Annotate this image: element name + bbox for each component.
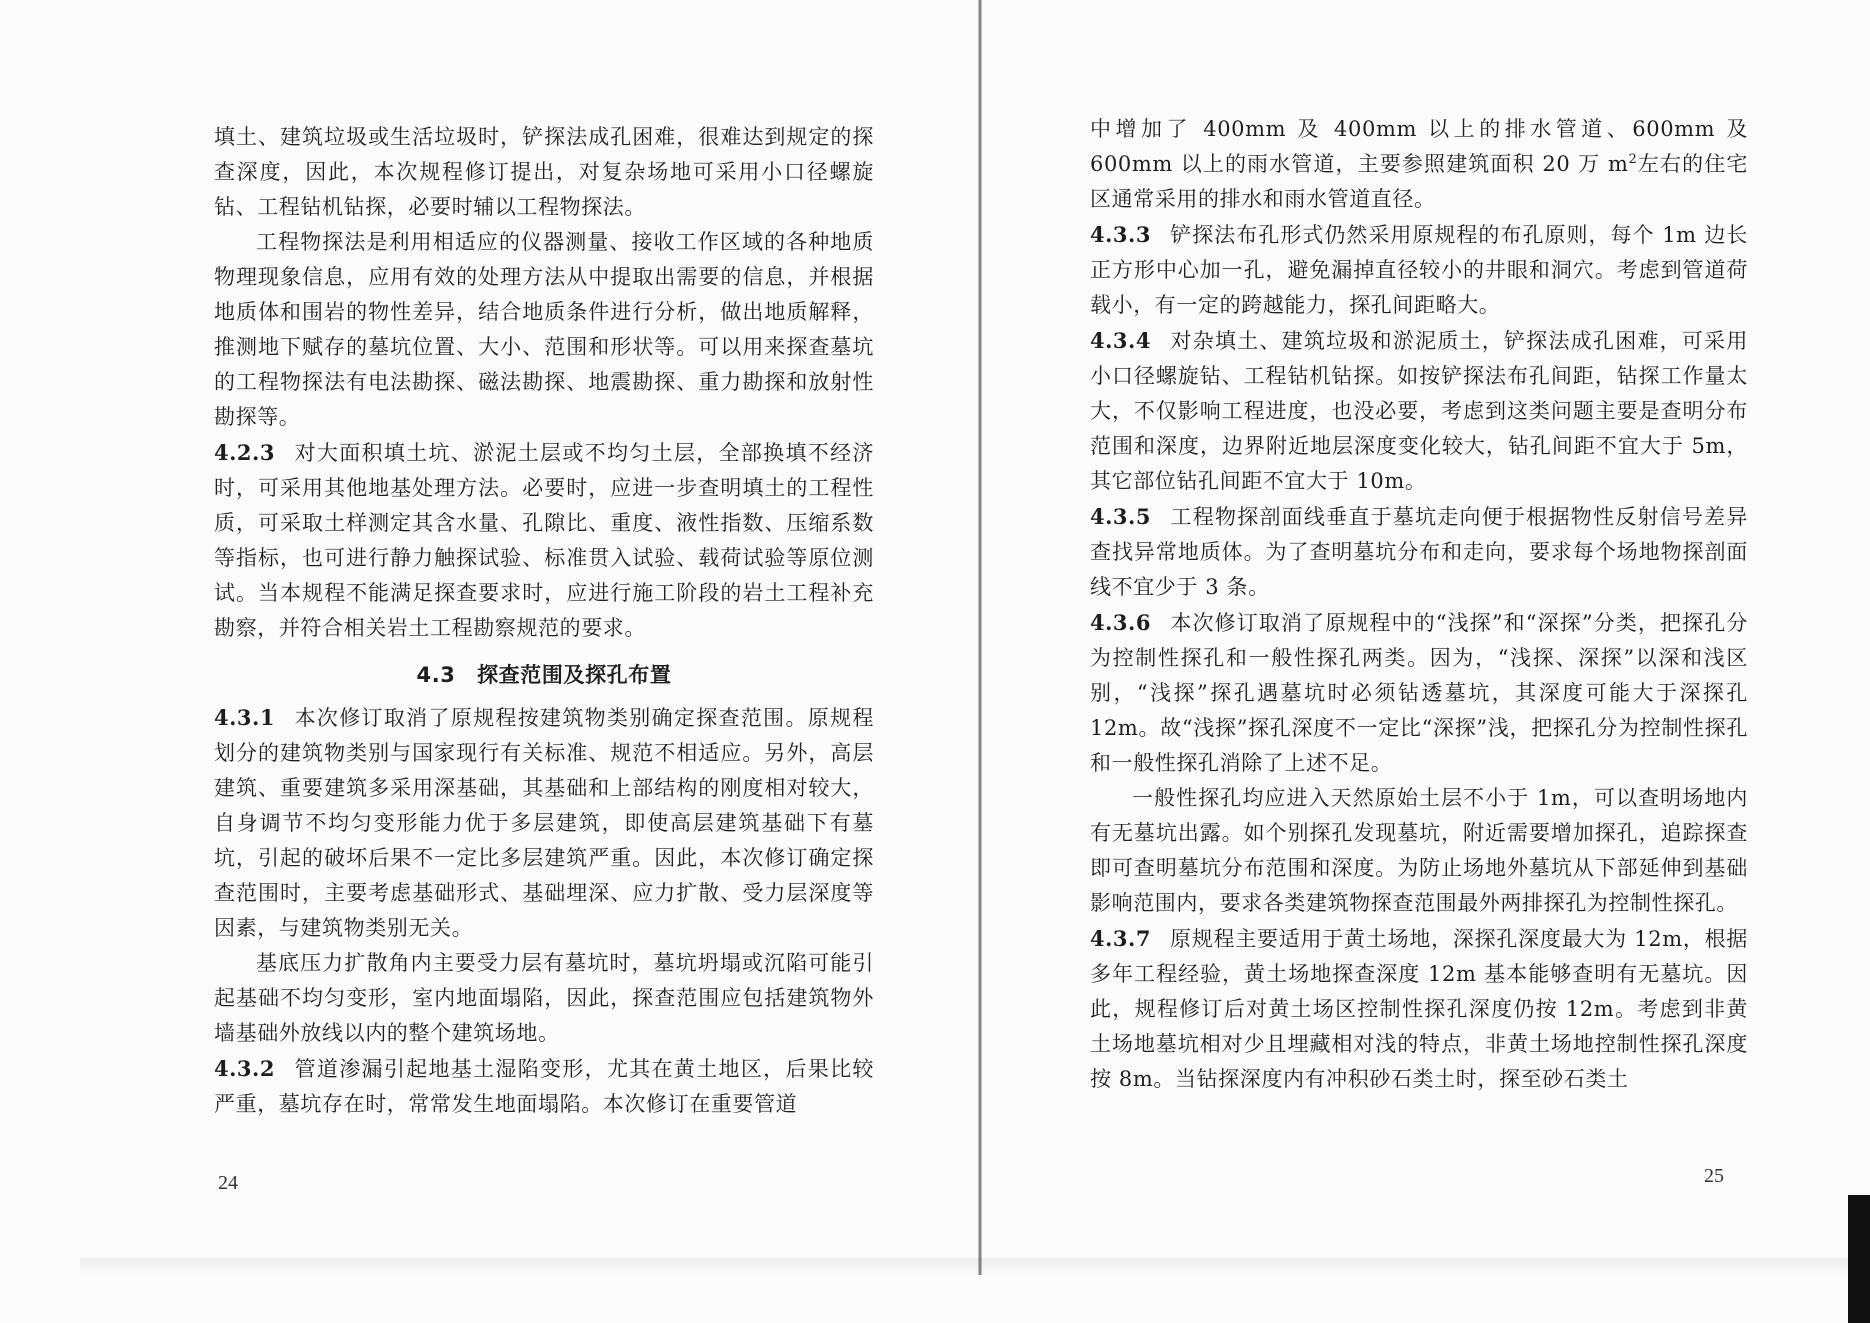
clause-4-3-4: [1090, 323, 1748, 499]
page-number-left: 24: [218, 1172, 238, 1194]
clause-number: 4.3.2: [214, 1056, 275, 1081]
clause-4-3-1: [214, 700, 874, 946]
left-page-text: [214, 120, 874, 1122]
clause-number: 4.3.3: [1090, 222, 1151, 247]
clause-4-2-3: [214, 435, 874, 646]
clause-text: 本次修订取消了原规程按建筑物类别确定探查范围。原规程划分的建筑物类别与国家现行有关标准、规范不相适应。另外，高层建筑、重要建筑多采用深基础，其基础和上部结构的刚度相对较大，自身调节不均匀变形能力优于多层建筑，即使高层建筑基础下有墓坑，引起的破坏后果不一定比多层建筑严重。因此，本次修订确定探查范围时，主要考虑基础形式、基础埋深、应力扩散、受力层深度等因素，与建筑物类别无关。: [214, 706, 874, 940]
clause-4-3-2: [214, 1051, 874, 1122]
clause-number: 4.2.3: [214, 440, 275, 465]
section-heading-4-3: 4.3 探查范围及探孔布置: [416, 663, 672, 687]
right-page-text: [1090, 112, 1748, 1097]
paragraph-base-pressure: 基底压力扩散角内主要受力层有墓坑时，墓坑坍塌或沉陷可能引起基础不均匀变形，室内地面塌陷，因此，探查范围应包括建筑物外墙基础外放线以内的整个建筑场地。: [214, 951, 874, 1045]
clause-number: 4.3.6: [1090, 610, 1151, 635]
clause-text: 对杂填土、建筑垃圾和淤泥质土，铲探法成孔困难，可采用小口径螺旋钻、工程钻机钻探。如按铲探法布孔间距，钻探工作量太大，不仅影响工程进度，也没必要，考虑到这类问题主要是查明分布范围和深度，边界附近地层深度变化较大，钻孔间距不宜大于 5m，其它部位钻孔间距不宜大于 10m。: [1090, 329, 1748, 493]
paragraph-pipe-continuation: [1090, 112, 1748, 217]
clause-number: 4.3.5: [1090, 504, 1151, 529]
clause-4-3-7: [1090, 921, 1748, 1097]
paragraph-fill-soil: 填土、建筑垃圾或生活垃圾时，铲探法成孔困难，很难达到规定的探查深度，因此，本次规程修订提出，对复杂场地可采用小口径螺旋钻、工程钻机钻探，必要时辅以工程物探法。: [214, 125, 874, 219]
page-number-right: 25: [1704, 1165, 1724, 1187]
clause-text: 本次修订取消了原规程中的“浅探”和“深探”分类，把探孔分为控制性探孔和一般性探孔两类。因为，“浅探、深探”以深和浅区别，“浅探”探孔遇墓坑时必须钻透墓坑，其深度可能大于深探孔 12m。故“浅探”探孔深度不一定比“深探”浅，把探孔分为控制性探孔和一般性探孔消除了上述不足。: [1090, 611, 1748, 775]
clause-number: 4.3.4: [1090, 328, 1151, 353]
text-run: 左右的住宅区通常采用的排水和雨水管道直径。: [1090, 152, 1748, 211]
clause-number: 4.3.7: [1090, 926, 1151, 951]
right-page: [982, 0, 1870, 1323]
clause-4-3-5: [1090, 499, 1748, 605]
clause-text: 对大面积填土坑、淤泥土层或不均匀土层，全部换填不经济时，可采用其他地基处理方法。必要时，应进一步查明填土的工程性质，可采取土样测定其含水量、孔隙比、重度、液性指数、压缩系数等指标，也可进行静力触探试验、标准贯入试验、载荷试验等原位测试。当本规程不能满足探查要求时，应进行施工阶段的岩土工程补充勘察，并符合相关岩土工程勘察规范的要求。: [214, 441, 874, 640]
clause-text: 管道渗漏引起地基土湿陷变形，尤其在黄土地区，后果比较严重，墓坑存在时，常常发生地面塌陷。本次修订在重要管道: [214, 1057, 874, 1116]
clause-text: 工程物探剖面线垂直于墓坑走向便于根据物性反射信号差异查找异常地质体。为了查明墓坑分布和走向，要求每个场地物探剖面线不宜少于 3 条。: [1090, 505, 1748, 599]
clause-text: 原规程主要适用于黄土场地，深探孔深度最大为 12m，根据多年工程经验，黄土场地探查深度 12m 基本能够查明有无墓坑。因此，规程修订后对黄土场区控制性探孔深度仍按 12m。考虑到非黄土场地墓坑相对少且埋藏相对浅的特点，非黄土场地控制性探孔深度按 8m。当钻探深度内有冲积砂石类土时，探至砂石类土: [1090, 927, 1748, 1091]
clause-text: 铲探法布孔形式仍然采用原规程的布孔原则，每个 1m 边长正方形中心加一孔，避免漏掉直径较小的井眼和洞穴。考虑到管道荷载小，有一定的跨越能力，探孔间距略大。: [1090, 223, 1748, 317]
clause-4-3-6: [1090, 605, 1748, 781]
superscript: 2: [1628, 152, 1638, 167]
clause-number: 4.3.1: [214, 705, 275, 730]
paragraph-general-holes: 一般性探孔均应进入天然原始土层不小于 1m，可以查明场地内有无墓坑出露。如个别探孔发现墓坑，附近需要增加探孔，追踪探查即可查明墓坑分布范围和深度。为防止场地外墓坑从下部延伸到基础影响范围内，要求各类建筑物探查范围最外两排探孔为控制性探孔。: [1090, 786, 1748, 915]
text-run: 中增加了 400mm 及 400mm 以上的排水管道、600mm 及 600mm 以上的雨水管道，主要参照建筑面积 20 万 m: [1090, 117, 1748, 176]
clause-4-3-3: [1090, 217, 1748, 323]
paragraph-geophysical: 工程物探法是利用相适应的仪器测量、接收工作区域的各种地质物理现象信息，应用有效的处理方法从中提取出需要的信息，并根据地质体和围岩的物性差异，结合地质条件进行分析，做出地质解释，推测地下赋存的墓坑位置、大小、范围和形状等。可以用来探查墓坑的工程物探法有电法勘探、磁法勘探、地震勘探、重力勘探和放射性勘探等。: [214, 230, 874, 429]
